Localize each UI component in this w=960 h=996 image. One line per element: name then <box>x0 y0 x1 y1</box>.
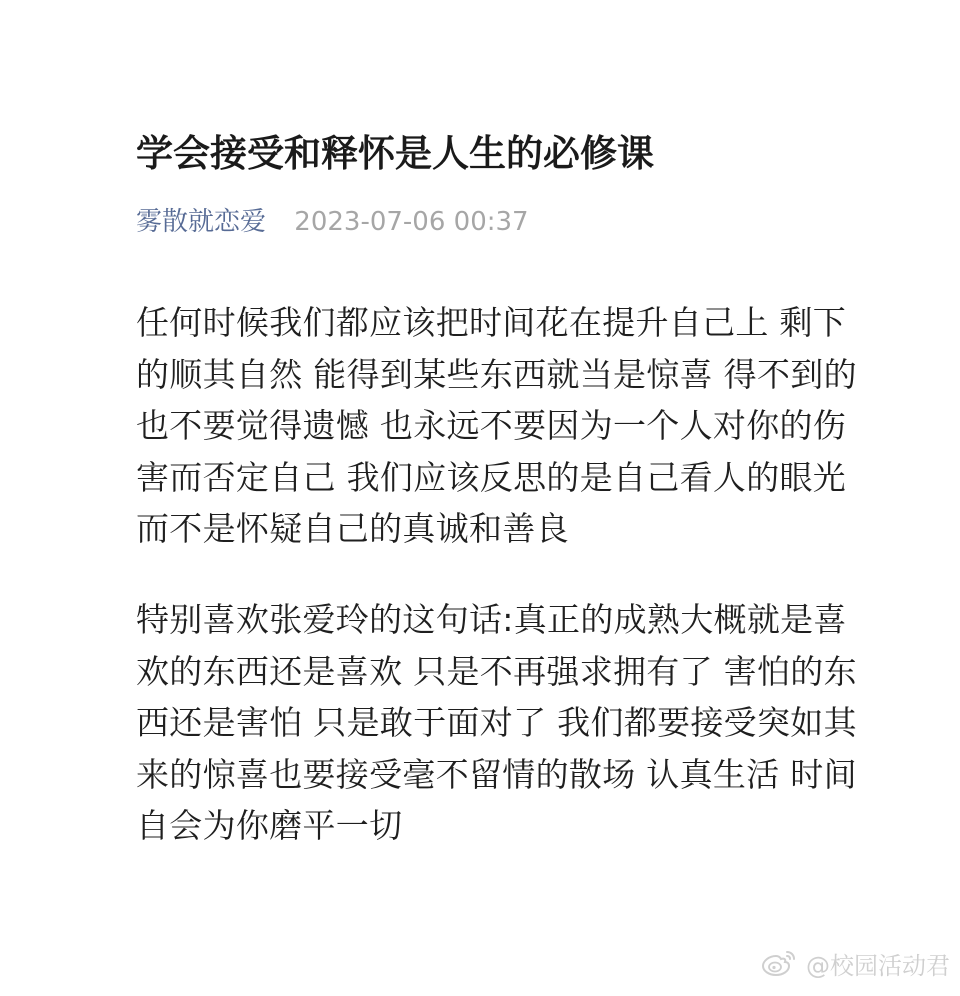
paragraph-line: 而不是怀疑自己的真诚和善良 <box>136 509 569 548</box>
paragraph-line: 来的惊喜也要接受毫不留情的散场 认真生活 时间 <box>136 754 857 794</box>
paragraph-line: 任何时候我们都应该把时间花在提升自己上 剩下 <box>136 303 847 342</box>
author-name-link[interactable]: 雾散就恋爱 <box>136 207 267 237</box>
paragraph-line: 欢的东西还是喜欢 只是不再强求拥有了 害怕的东 <box>136 651 857 691</box>
article-meta <box>136 204 529 240</box>
article-title: 学会接受和释怀是人生的必修课 <box>136 132 654 175</box>
paragraph-line: 西还是害怕 只是敢于面对了 我们都要接受突如其 <box>136 703 857 742</box>
weibo-watermark <box>760 946 950 980</box>
paragraph-line: 也不要觉得遗憾 也永远不要因为一个人对你的伤 <box>136 406 847 445</box>
watermark-text: @校园活动君 <box>806 951 950 980</box>
paragraph-2 <box>136 594 876 852</box>
paragraph-line: 害而否定自己 我们应该反思的是自己看人的眼光 <box>136 457 847 497</box>
weibo-logo-icon <box>760 948 798 978</box>
paragraph-1 <box>136 297 876 555</box>
paragraph-line: 自会为你磨平一切 <box>136 806 403 845</box>
paragraph-line: 的顺其自然 能得到某些东西就当是惊喜 得不到的 <box>136 354 857 394</box>
publish-datetime: 2023-07-06 00:37 <box>294 207 529 237</box>
paragraph-line: 特别喜欢张爱玲的这句话:真正的成熟大概就是喜 <box>136 600 847 639</box>
